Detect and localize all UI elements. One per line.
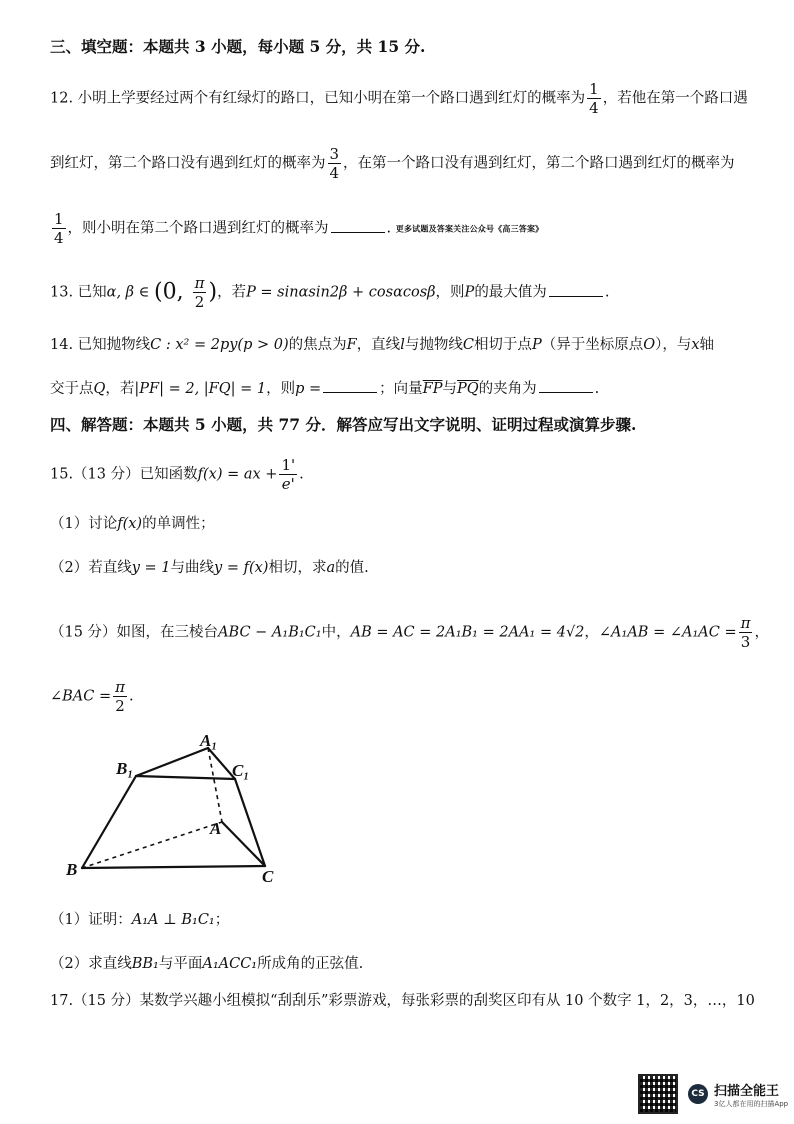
q15-period: . [299,466,304,483]
q14-text-k: ，则 [266,381,296,397]
q15-p2-curve: y = f(x) [214,560,269,576]
q14-text-d: 与抛物线 [404,337,463,353]
q15-p2-b: 与曲线 [170,560,215,576]
q16-p2-line: BB₁ [131,956,159,972]
q15-fraction [279,456,297,493]
q14-text-h: 轴 [699,337,715,353]
q14-P: P [531,337,542,353]
edge-C1-C [235,779,265,866]
q15-p1-b: 的单调性； [142,516,215,532]
q15-p1-a: （1）讨论 [50,516,118,532]
q16-pi2 [113,678,127,715]
q12-fraction-2 [328,145,342,182]
q16-pi3 [739,614,753,651]
edge-A1-A-hidden [208,748,222,822]
q14-text-e: 相切于点 [473,337,532,353]
q16-bac: ∠BAC = [50,688,112,705]
q12-answer-blank[interactable] [331,218,385,233]
q12-f2-num: 3 [329,145,340,163]
q13-text-d: 的最大值为 [474,284,547,301]
edge-B-C [82,866,265,868]
q14-period: . [594,381,600,397]
q12-f3-den: 4 [54,229,64,247]
q15-p2-d: 相切，求 [268,560,327,576]
q14-text-i: 交于点 [50,381,94,397]
q16-period: . [129,688,134,705]
q13-open-paren: (0, [154,279,191,305]
q14-answer-blank-2[interactable] [539,378,593,393]
q16-pi2-den: 2 [115,697,125,715]
watermark-title: 扫描全能王 [714,1083,780,1099]
q15-p2-a: （2）若直线 [50,560,132,576]
q12-line-3 [50,210,543,247]
q12-text-e: ，则小明在第二个路口遇到红灯的概率为 [67,220,329,237]
q15-line [50,456,304,493]
q13-answer-blank[interactable] [549,282,603,297]
q16-p2-a: （2）求直线 [50,956,132,972]
q16-line-1 [50,614,769,651]
q14-text-b: 的焦点为 [288,337,347,353]
q15-part-1 [50,513,215,535]
q12-period: . [386,220,392,237]
q15-function: f(x) = ax + [197,466,278,483]
q14-text-c: ，直线 [356,337,401,353]
q14-vector-FP: $\overline{FP}$ [422,381,443,397]
frustum-diagram [60,730,300,890]
label-B: B [66,860,78,879]
q16-p1-a: （1）证明： [50,912,132,928]
q13-alpha-beta: α, β ∈ [106,284,155,301]
q12-f1-den: 4 [589,99,599,117]
edge-B-B1 [82,776,136,868]
q12-fraction-1 [587,80,601,117]
q13-p: P [464,284,475,301]
q15-frac-num: 1' [281,456,296,474]
section-4-title: 四、解答题：本题共 5 小题，共 77 分．解答应写出文字说明、证明过程或演算步骤. [50,415,637,434]
label-C1: C₁ [232,761,250,780]
q14-line-1 [50,334,714,356]
q12-f3-num: 1 [54,210,64,228]
q14-text-g: ），与 [655,337,692,353]
q12-text-d: ，在第一个路口没有遇到红灯，第二个路口遇到红灯的概率为 [343,155,735,172]
q16-text-c: ， [584,624,599,641]
q14-condition: |PF| = 2, |FQ| = 1 [134,381,267,397]
q16-p2-c: 与平面 [158,956,203,972]
q14-x: x [691,337,700,353]
label-A1: A₁ [200,731,218,750]
q14-C: C [462,337,474,353]
label-B1: B₁ [116,759,134,778]
section-3-title: 三、填空题：本题共 3 小题，每小题 5 分，共 15 分. [50,37,426,56]
q16-solid: ABC − A₁B₁C₁ [218,624,322,641]
q15-p2-a-var: a [326,560,336,576]
q12-text-a: 12. 小明上学要经过两个有红绿灯的路口，已知小明在第一个路口遇到红灯的概率为 [50,90,586,107]
q16-p2-e: 所成角的正弦值. [257,956,364,972]
q12-f1-num: 1 [589,80,599,98]
q16-part-1 [50,909,229,931]
q13-text-c: ，则 [435,284,465,301]
q16-p2-plane: A₁ACC₁ [202,956,258,972]
q13-pi-fraction [193,274,207,311]
q14-answer-blank-1[interactable] [323,378,377,393]
q14-text-m: ；向量 [379,381,423,397]
q13-close-paren: ) [208,279,218,305]
q12-text-b: ，若他在第一个路口遇 [602,90,748,107]
q12-line-1 [50,80,748,117]
q14-parabola-eq: C : x² = 2py(p > 0) [150,337,289,353]
q14-line-2 [50,378,599,400]
edge-B1-A1 [136,748,208,776]
q16-part-2 [50,953,363,975]
q14-F: F [346,337,357,353]
q13-period: . [604,284,610,301]
q14-vector-PQ: $\overline{PQ}$ [456,381,479,397]
q14-text-f: （异于坐标原点 [541,337,644,353]
q14-p-eq: p = [295,381,322,397]
edge-B1-C1 [136,776,235,779]
qr-code [638,1074,678,1114]
q16-angles: ∠A₁AB = ∠A₁AC = [598,624,737,641]
edge-B-A-hidden [82,822,222,868]
watermark-subtitle: 3亿人都在用的扫描App [714,1099,789,1108]
edge-A1-C1 [208,748,235,779]
q16-p1-perp: A₁A ⊥ B₁C₁ [131,912,215,928]
q16-line-2 [50,678,134,715]
q16-lengths: AB = AC = 2A₁B₁ = 2AA₁ = 4√2 [350,624,585,641]
q14-l: l [400,337,405,353]
q15-p2-f: 的值. [335,560,369,576]
q15-text-a: 15.（13 分）已知函数 [50,466,198,483]
q14-text-a: 14. 已知抛物线 [50,337,151,353]
scanner-watermark [638,1074,788,1114]
q16-pi3-num: π [740,614,751,632]
q13-pi-num: π [194,274,205,292]
q17-line: 17.（15 分）某数学兴趣小组模拟“刮刮乐”彩票游戏，每张彩票的刮奖区印有从 10 个数字 1，2，3，…，10 [50,993,755,1009]
q16-text-b: 中， [321,624,351,641]
q14-text-o: 的夹角为 [478,381,537,397]
camscanner-logo-icon: CS [688,1084,708,1104]
q15-part-2 [50,557,369,579]
q12-line-2 [50,145,735,182]
q14-Q: Q [93,381,106,397]
label-C: C [262,867,274,886]
q15-frac-den: e' [281,475,295,493]
q15-p2-y: y = 1 [131,560,171,576]
q12-f2-den: 4 [329,164,340,182]
q13-line [50,274,609,311]
q13-text-a: 13. 已知 [50,284,107,301]
q12-note: 更多试题及答案关注公众号《高三答案》 [395,223,544,234]
q16-text-d: ， [754,624,769,641]
label-A: A [210,819,222,838]
q13-pi-den: 2 [194,293,205,311]
q16-pi2-num: π [115,678,125,696]
q16-pi3-den: 3 [740,633,751,651]
q13-expression: P = sinαsin2β + cosαcosβ [246,284,436,301]
q16-text-a: （15 分）如图，在三棱台 [50,624,219,641]
q14-text-j: ，若 [105,381,135,397]
q15-p1-f: f(x) [117,516,143,532]
q16-p1-c: ； [214,912,230,928]
q13-text-b: ，若 [217,284,247,301]
q14-text-n: 与 [442,381,457,397]
q14-O: O [643,337,656,353]
watermark-text [714,1080,788,1109]
q12-fraction-3 [52,210,66,247]
q12-text-c: 到红灯，第二个路口没有遇到红灯的概率为 [50,155,326,172]
